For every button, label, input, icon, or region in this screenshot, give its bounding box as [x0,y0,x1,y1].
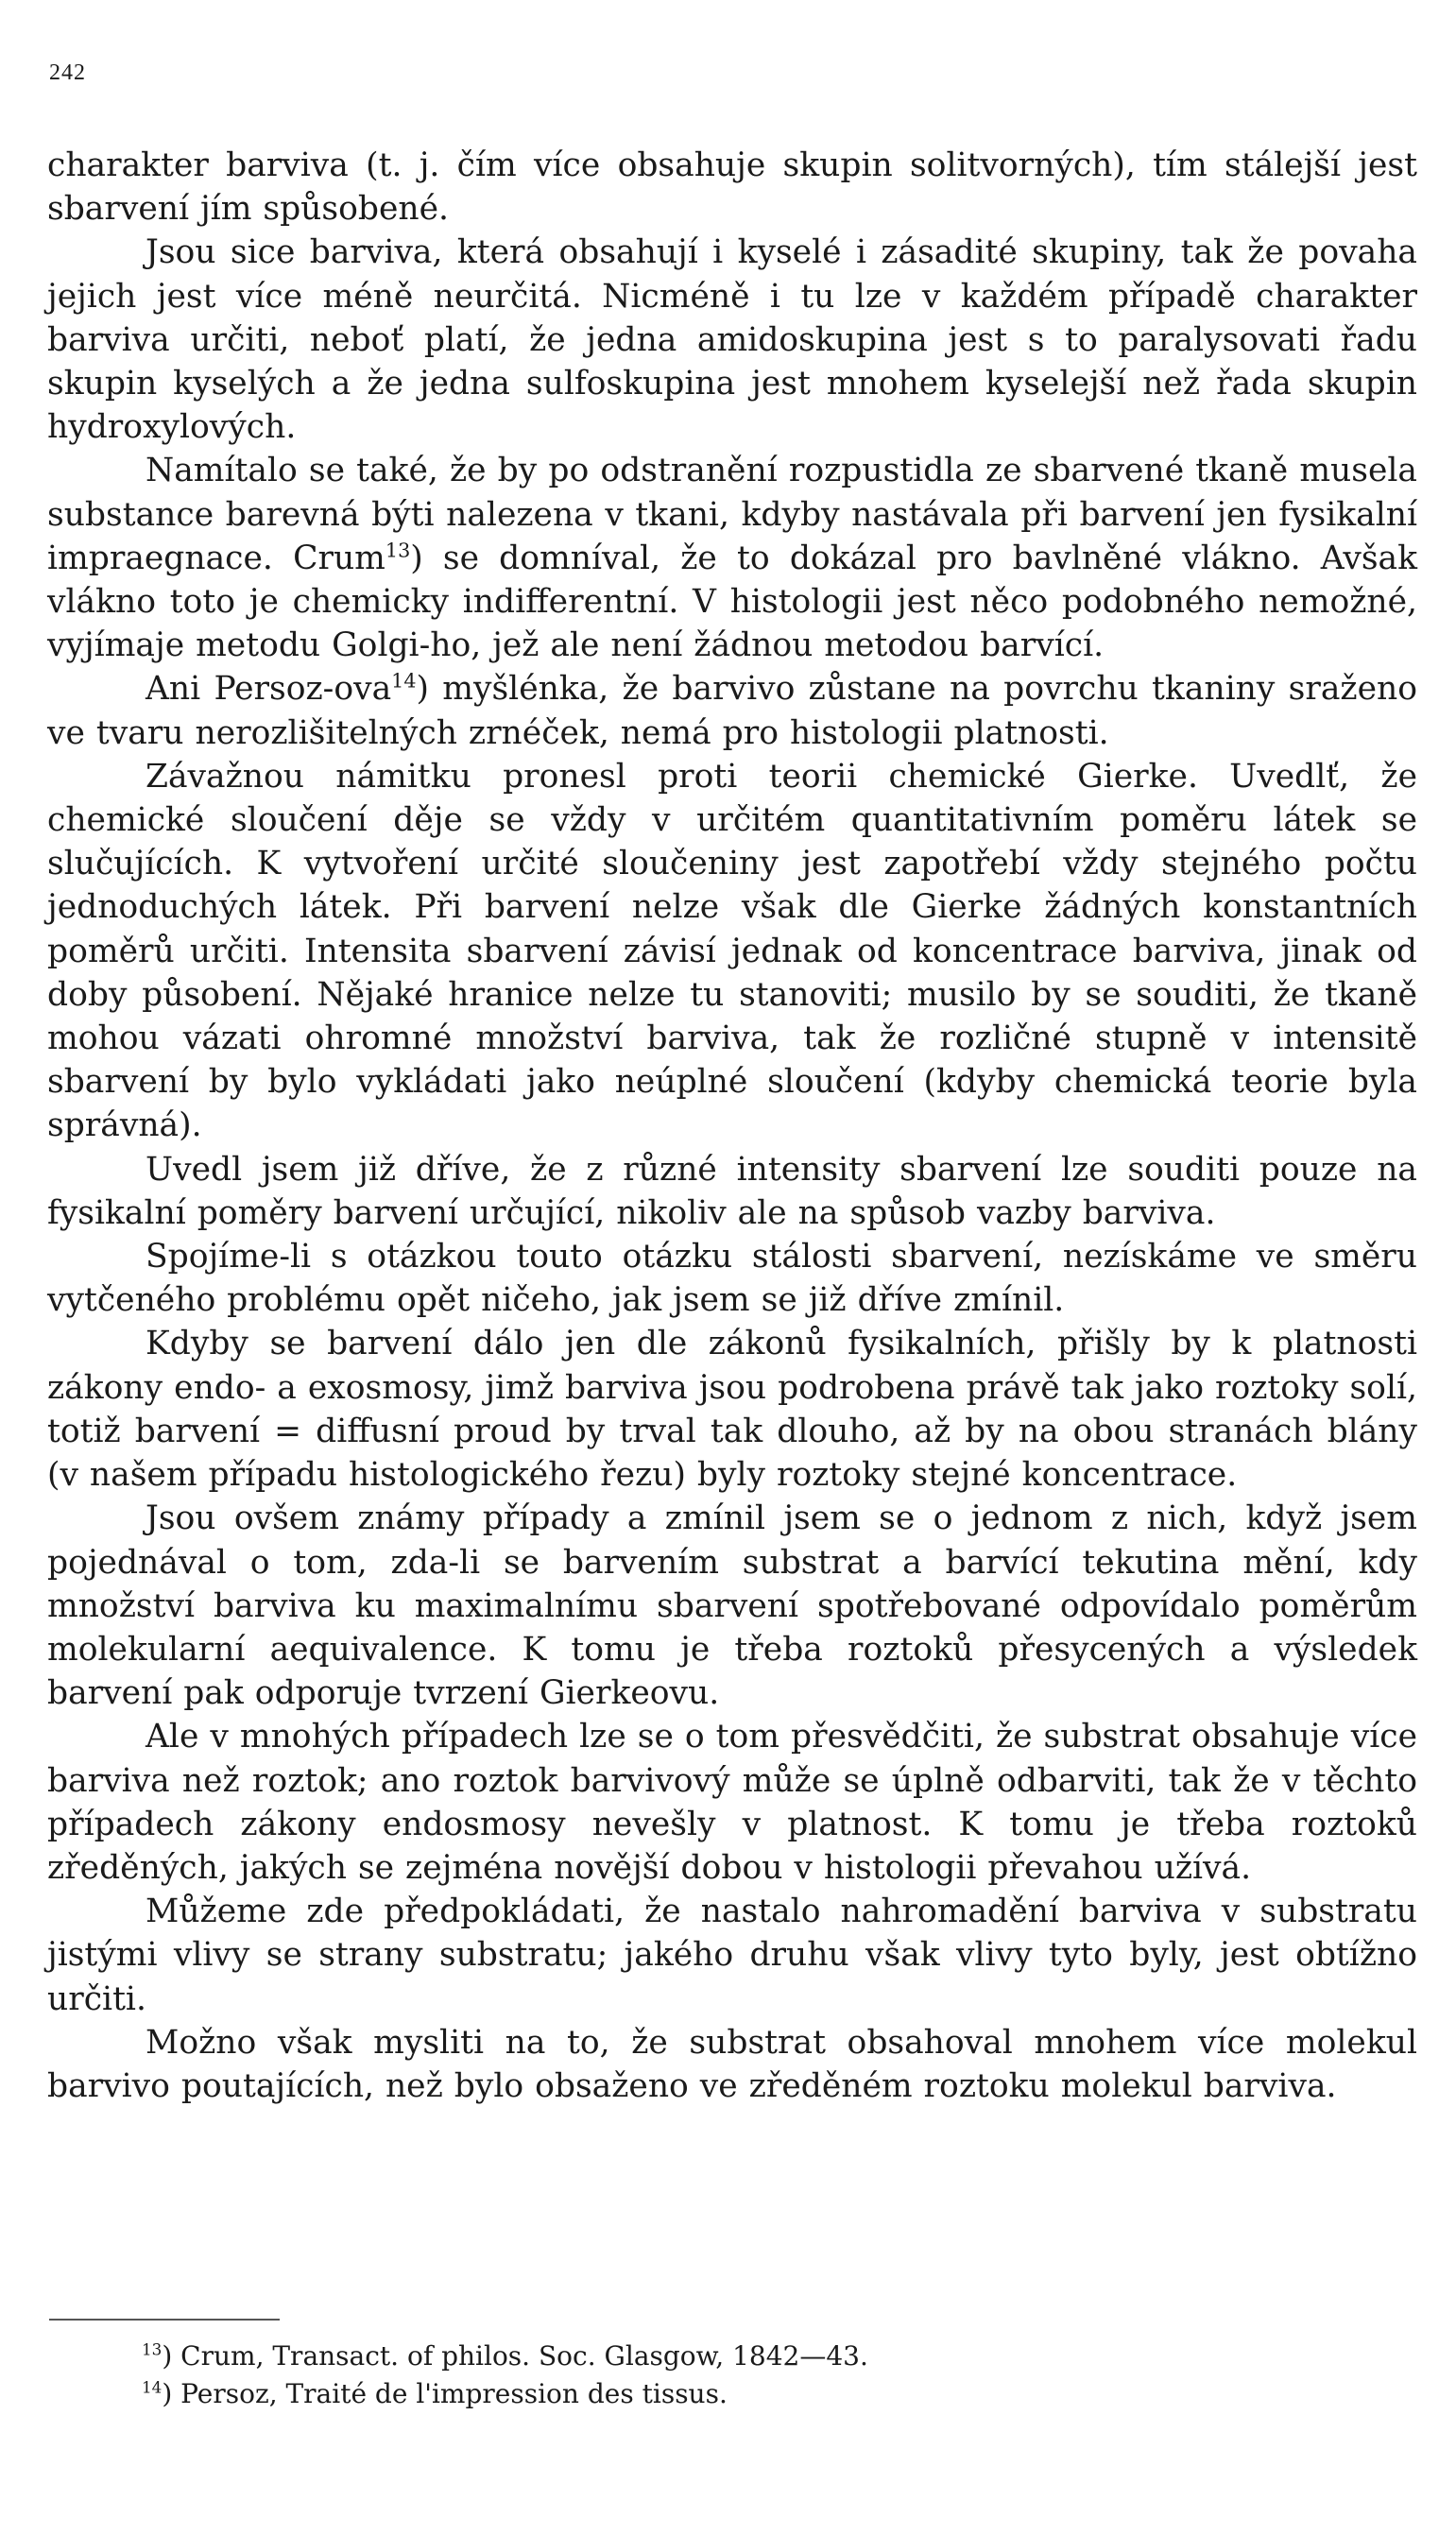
paragraph-text: Ani Persoz-ova [146,670,392,709]
paragraph: Ale v mnohých případech lze se o tom přesvědčiti, že substrat obsahuje více barviva než roztok; ano roztok barvivový může se úplně odbarviti, tak že v těchto případech zákony endosmosy nevešly v platnost. K tomu je třeba roztoků zředěných, jakých se zejména novější dobou v histologii převahou užívá. [47,1718,1417,1887]
footnote-text: ) Crum, Transact. of philos. Soc. Glasgow, 1842—43. [162,2340,868,2372]
footnote-reference: 13 [385,539,411,562]
paragraph: Jsou sice barviva, která obsahují i kyselé i zásadité skupiny, tak že povaha jejich jest více méně neurčitá. Nicméně i tu lze v každém případě charakter barviva určiti, neboť platí, že jedna amidoskupina jest s to paralysovati řadu skupin kyselých a že jedna sulfoskupina jest mnohem kyselejší než řada skupin hydroxylových. [47,233,1417,447]
footnote-divider [49,2319,280,2321]
paragraph: Závažnou námitku pronesl proti teorii chemické Gierke. Uvedlť, že chemické sloučení děje se vždy v určitém quantitativním poměru látek se slučujících. K vytvoření určité sloučeniny jest zapotřebí vždy stejného počtu jednoduchých látek. Při barvení nelze však dle Gierke žádných konstantních poměrů určiti. Intensita sbarvení závisí jednak od koncentrace barviva, jinak od doby působení. Nějaké hranice nelze tu stanoviti; musilo by se souditi, že tkaně mohou vázati ohromné množství barviva, tak že rozličné stupně v intensitě sbarvení by bylo vykládati jako neúplné sloučení (kdyby chemická teorie byla správná). [47,757,1417,1145]
paragraph-text: Namítalo se také, že by po odstranění rozpustidla ze sbarvené tkaně musela substance barevná býti nalezena v tkani, kdyby nastávala při barvení jen fysikalní impraegnace. Crum [47,452,1417,577]
footnote [142,2375,1370,2413]
footnote-marker: 14 [142,2377,163,2397]
footnote-marker: 13 [142,2339,163,2359]
paragraph [47,449,1417,667]
paragraph: Uvedl jsem již dříve, že z různé intensity sbarvení lze souditi pouze na fysikalní poměry barvení určující, nikoliv ale na spůsob vazby barviva. [47,1150,1417,1232]
paragraph-text: ) myšlénka, že barvivo zůstane na povrchu tkaniny sraženo ve tvaru nerozlišitelných zrnéček, nemá pro histologii platnosti. [47,670,1417,752]
paragraph: Jsou ovšem známy případy a zmínil jsem se o jednom z nich, když jsem pojednával o tom, zda-li se barvením substrat a barvící tekutina mění, kdy množství barviva ku maximalnímu sbarvení spotřebované odpovídalo poměrům molekularní aequivalence. K tomu je třeba roztoků přesycených a výsledek barvení pak odporuje tvrzení Gierkeovu. [47,1499,1417,1713]
paragraph [47,667,1417,754]
paragraph: Možno však mysliti na to, že substrat obsahoval mnohem více molekul barvivo poutajících, než bylo obsaženo ve zředěném roztoku molekul barviva. [47,2023,1417,2105]
paragraph-text: ) se domníval, že to dokázal pro bavlněné vlákno. Avšak vlákno toto je chemicky indifferentní. V histologii jest něco podobného nemožné, vyjímaje metodu Golgi-ho, jež ale není žádnou metodou barvící. [47,539,1417,665]
footnotes [142,2338,1370,2413]
paragraph: Můžeme zde předpokládati, že nastalo nahromadění barviva v substratu jistými vlivy se strany substratu; jakého druhu však vlivy tyto byly, jest obtížno určiti. [47,1893,1417,2018]
paragraph: Spojíme-li s otázkou touto otázku stálosti sbarvení, nezískáme ve směru vytčeného problému opět ničeho, jak jsem se již dříve zmínil. [47,1238,1417,1320]
footnote-reference: 14 [391,669,417,693]
footnote-text: ) Persoz, Traité de l'impression des tissus. [162,2378,728,2409]
footnote [142,2338,1370,2375]
paragraph: charakter barviva (t. j. čím více obsahuje skupin solitvorných), tím stálejší jest sbarvení jím spůsobené. [47,146,1417,229]
page-number: 242 [49,60,86,85]
paragraph: Kdyby se barvení dálo jen dle zákonů fysikalních, přišly by k platnosti zákony endo- a exosmosy, jimž barviva jsou podrobena právě tak jako roztoky solí, totiž barvení = diffusní proud by trval tak dlouho, až by na obou stranách blány (v našem případu histologického řezu) byly roztoky stejné koncentrace. [47,1325,1417,1495]
body-text [47,144,1417,2108]
